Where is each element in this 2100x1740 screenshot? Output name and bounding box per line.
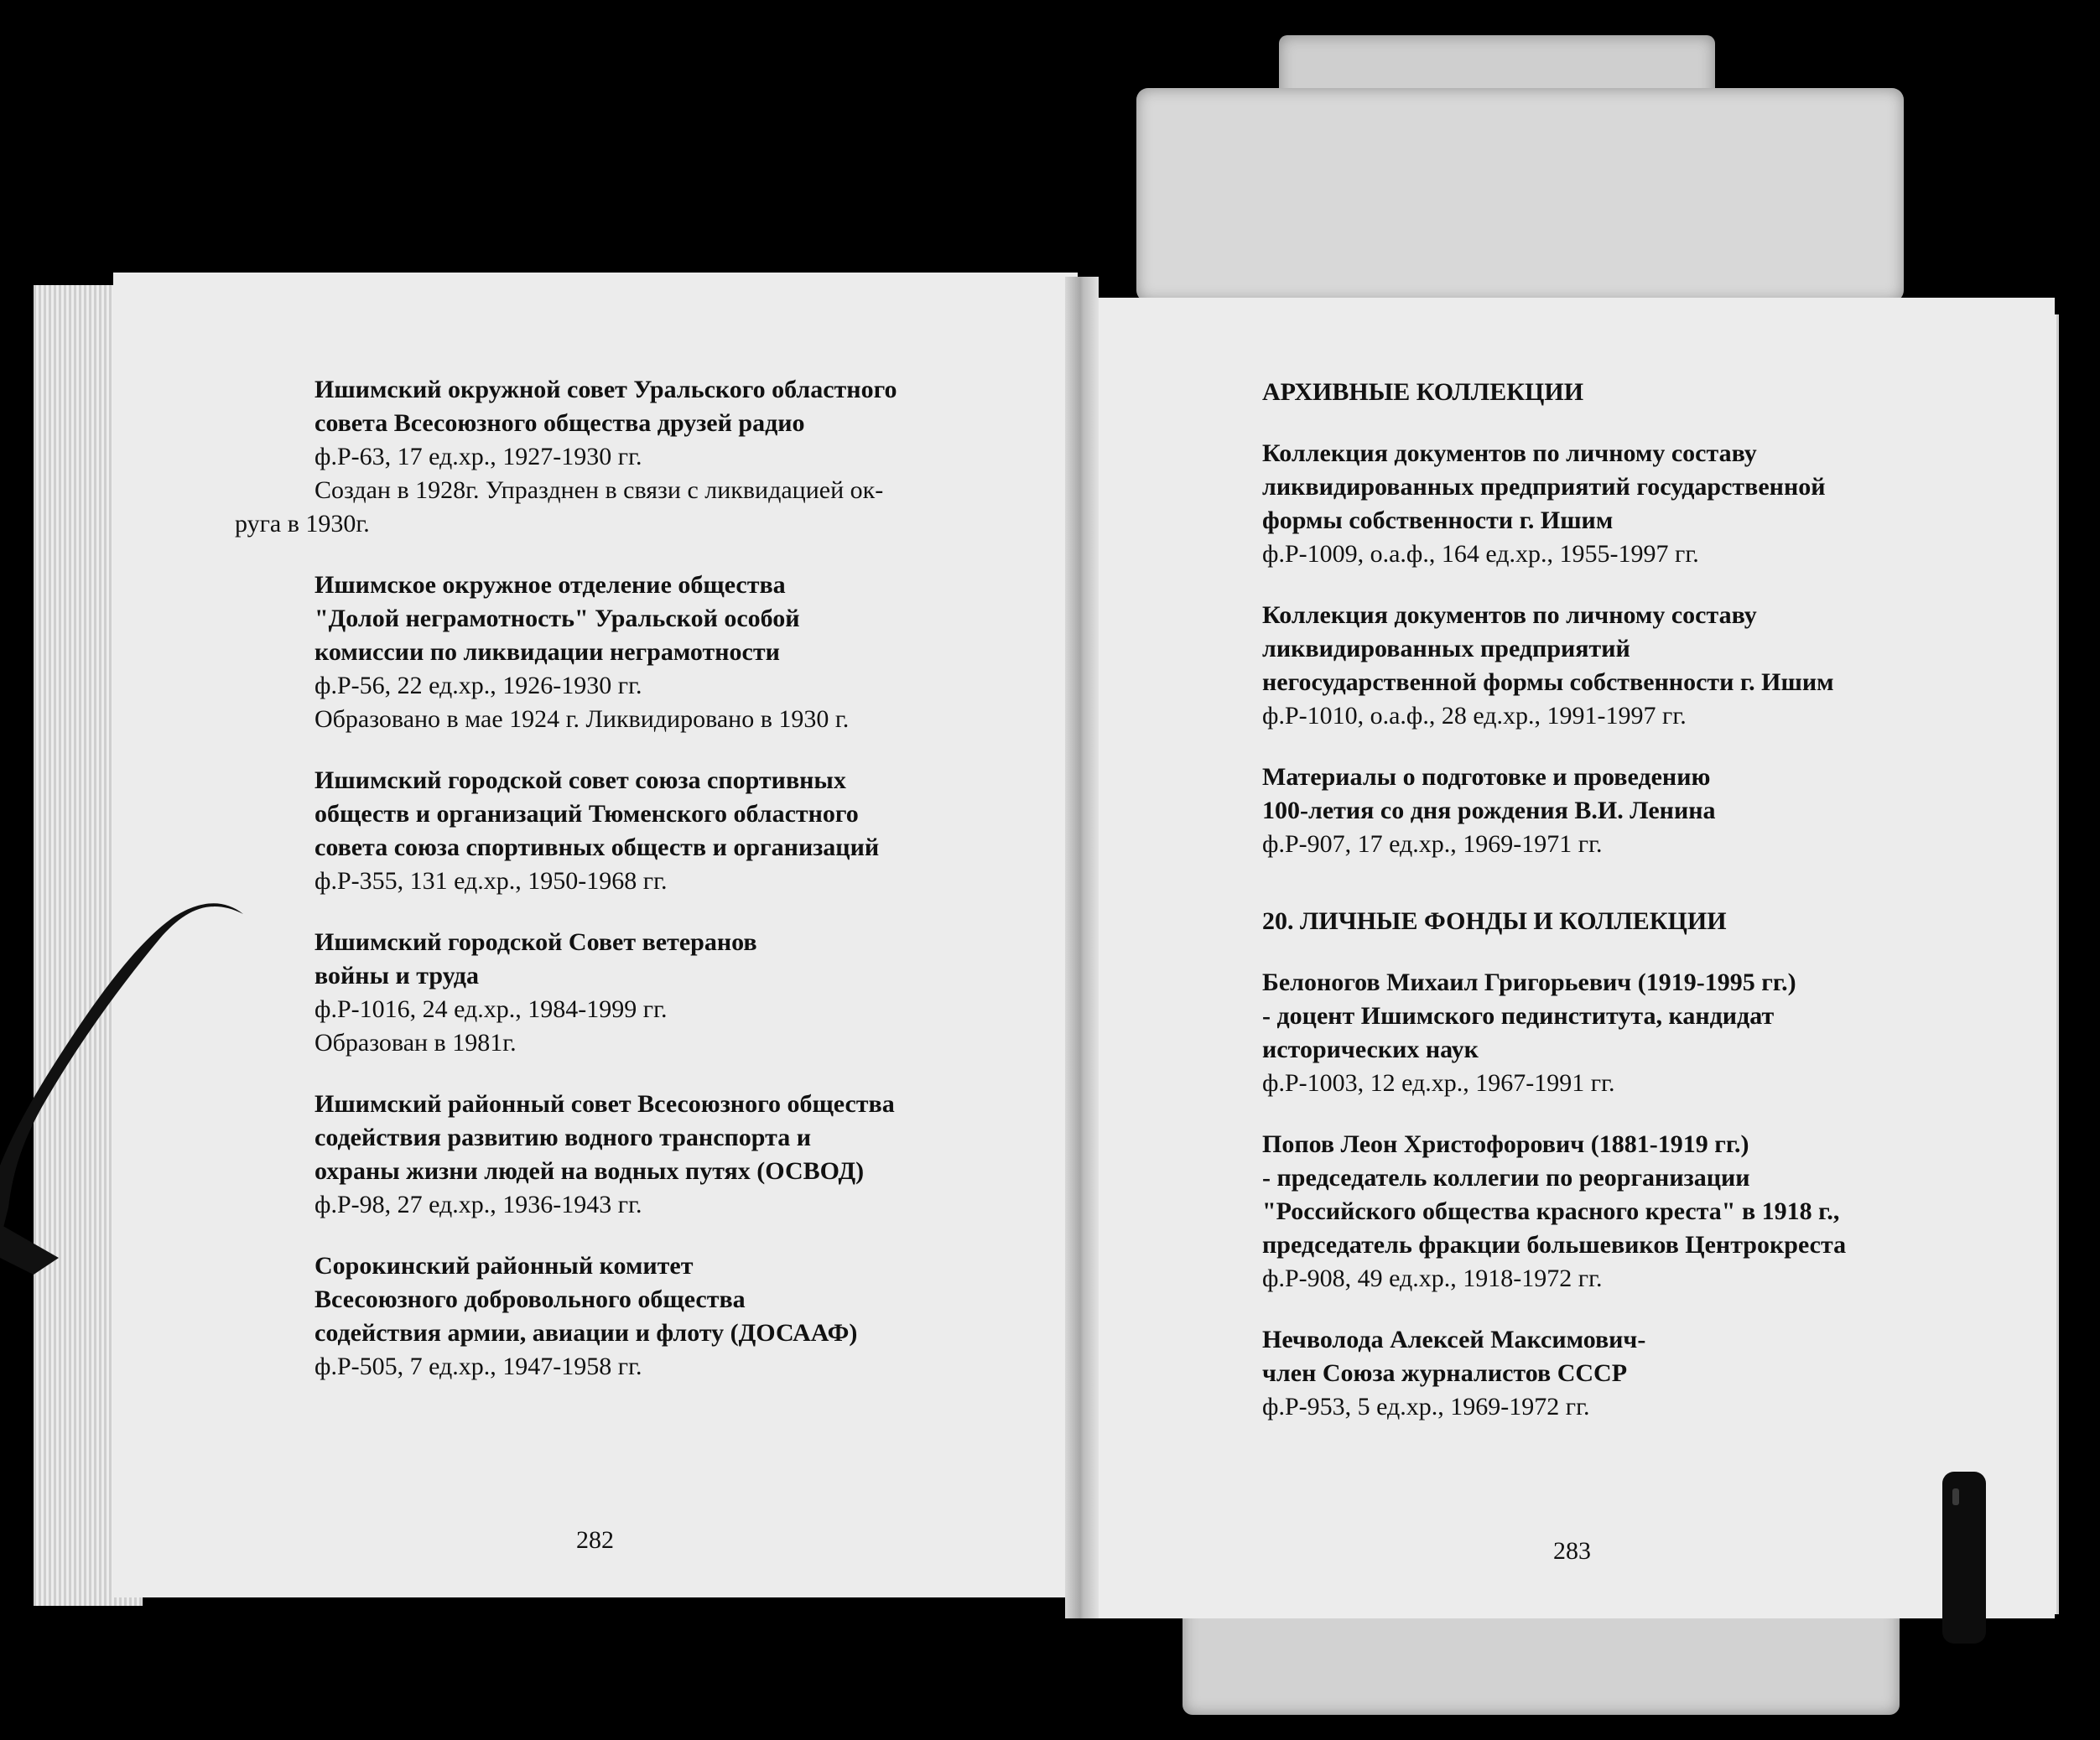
fond-entry-r908 [1262, 1128, 2000, 1296]
fond-entry-r505 [314, 1249, 1053, 1384]
fond-entry-r355 [314, 764, 1053, 898]
entry-note-continued: руга в 1930г. [235, 510, 370, 538]
book-stack-top [1136, 88, 1904, 302]
fond-entry-r1016 [314, 926, 1053, 1060]
entry-title: Материалы о подготовке и проведению 100-летия со дня рождения В.И. Ленина [1262, 763, 1716, 824]
entry-title: Коллекция документов по личному составу ликвидированных предприятий негосударственной формы собственности г. Ишим [1262, 601, 1834, 696]
fond-reference: ф.Р-505, 7 ед.хр., 1947-1958 гг. [314, 1353, 642, 1380]
fond-reference: ф.Р-355, 131 ед.хр., 1950-1968 гг. [314, 867, 668, 895]
fond-reference: ф.Р-907, 17 ед.хр., 1969-1971 гг. [1262, 830, 1603, 858]
right-page-content [1262, 376, 2000, 1452]
fond-reference: ф.Р-1003, 12 ед.хр., 1967-1991 гг. [1262, 1069, 1615, 1097]
fond-reference: ф.Р-56, 22 ед.хр., 1926-1930 гг. [314, 672, 642, 699]
fond-entry-r1009 [1262, 437, 2000, 571]
fond-reference: ф.Р-63, 17 ед.хр., 1927-1930 гг. [314, 443, 642, 470]
entry-title: Ишимский районный совет Всесоюзного общества содействия развитию водного транспорта и охраны жизни людей на водных путях (ОСВОД) [314, 1090, 895, 1185]
page-number-left: 282 [576, 1526, 614, 1554]
page-number-right: 283 [1553, 1537, 1591, 1565]
section-title-archive-collections: АРХИВНЫЕ КОЛЛЕКЦИИ [1262, 378, 1584, 406]
entry-note: Образовано в мае 1924 г. Ликвидировано в 1930 г. [314, 705, 850, 733]
book-gutter [1065, 277, 1099, 1618]
entry-title: Ишимский окружной совет Уральского областного совета Всесоюзного общества друзей радио [314, 376, 897, 437]
bookmark-ribbon-left [0, 889, 268, 1275]
fond-entry-r1003 [1262, 966, 2000, 1100]
entry-note: Создан в 1928г. Упразднен в связи с ликвидацией ок- [314, 476, 884, 504]
fond-entry-r1010 [1262, 599, 2000, 733]
section-title-personal-fonds: 20. ЛИЧНЫЕ ФОНДЫ И КОЛЛЕКЦИИ [1262, 907, 1727, 935]
fond-reference: ф.Р-1009, о.а.ф., 164 ед.хр., 1955-1997 гг. [1262, 540, 1699, 568]
entry-title: Попов Леон Христофорович (1881-1919 гг.) - председатель коллегии по реорганизации "Российского общества красного креста" в 1918 г., председатель фракции большевиков Центрокреста [1262, 1130, 1847, 1259]
fond-reference: ф.Р-908, 49 ед.хр., 1918-1972 гг. [1262, 1265, 1603, 1292]
entry-title: Ишимское окружное отделение общества "Долой неграмотность" Уральской особой комиссии по ликвидации неграмотности [314, 571, 800, 666]
entry-title: Ишимский городской совет союза спортивных обществ и организаций Тюменского областного совета союза спортивных обществ и организаций [314, 766, 880, 861]
entry-note: Образован в 1981г. [314, 1029, 517, 1057]
fond-entry-r98 [314, 1088, 1053, 1222]
fond-reference: ф.Р-1010, о.а.ф., 28 ед.хр., 1991-1997 гг. [1262, 702, 1687, 730]
entry-title: Белоногов Михаил Григорьевич (1919-1995 гг.) - доцент Ишимского пединститута, кандидат исторических наук [1262, 969, 1796, 1063]
entry-title: Ишимский городской Совет ветеранов войны и труда [314, 928, 757, 989]
fond-entry-r907 [1262, 761, 2000, 861]
fond-entry-r63 [235, 373, 1053, 541]
fond-entry-r953 [1262, 1323, 2000, 1424]
bookmark-ribbon-right [1927, 1463, 2003, 1644]
entry-title: Нечволода Алексей Максимович- член Союза журналистов СССР [1262, 1326, 1646, 1387]
fond-entry-r56 [314, 569, 1053, 736]
entry-title: Коллекция документов по личному составу ликвидированных предприятий государственной формы собственности г. Ишим [1262, 439, 1826, 534]
fond-reference: ф.Р-953, 5 ед.хр., 1969-1972 гг. [1262, 1393, 1590, 1421]
entry-title: Сорокинский районный комитет Всесоюзного добровольного общества содействия армии, авиации и флоту (ДОСААФ) [314, 1252, 858, 1347]
fond-reference: ф.Р-98, 27 ед.хр., 1936-1943 гг. [314, 1191, 642, 1218]
left-page-content [235, 373, 1053, 1411]
fond-reference: ф.Р-1016, 24 ед.хр., 1984-1999 гг. [314, 995, 668, 1023]
